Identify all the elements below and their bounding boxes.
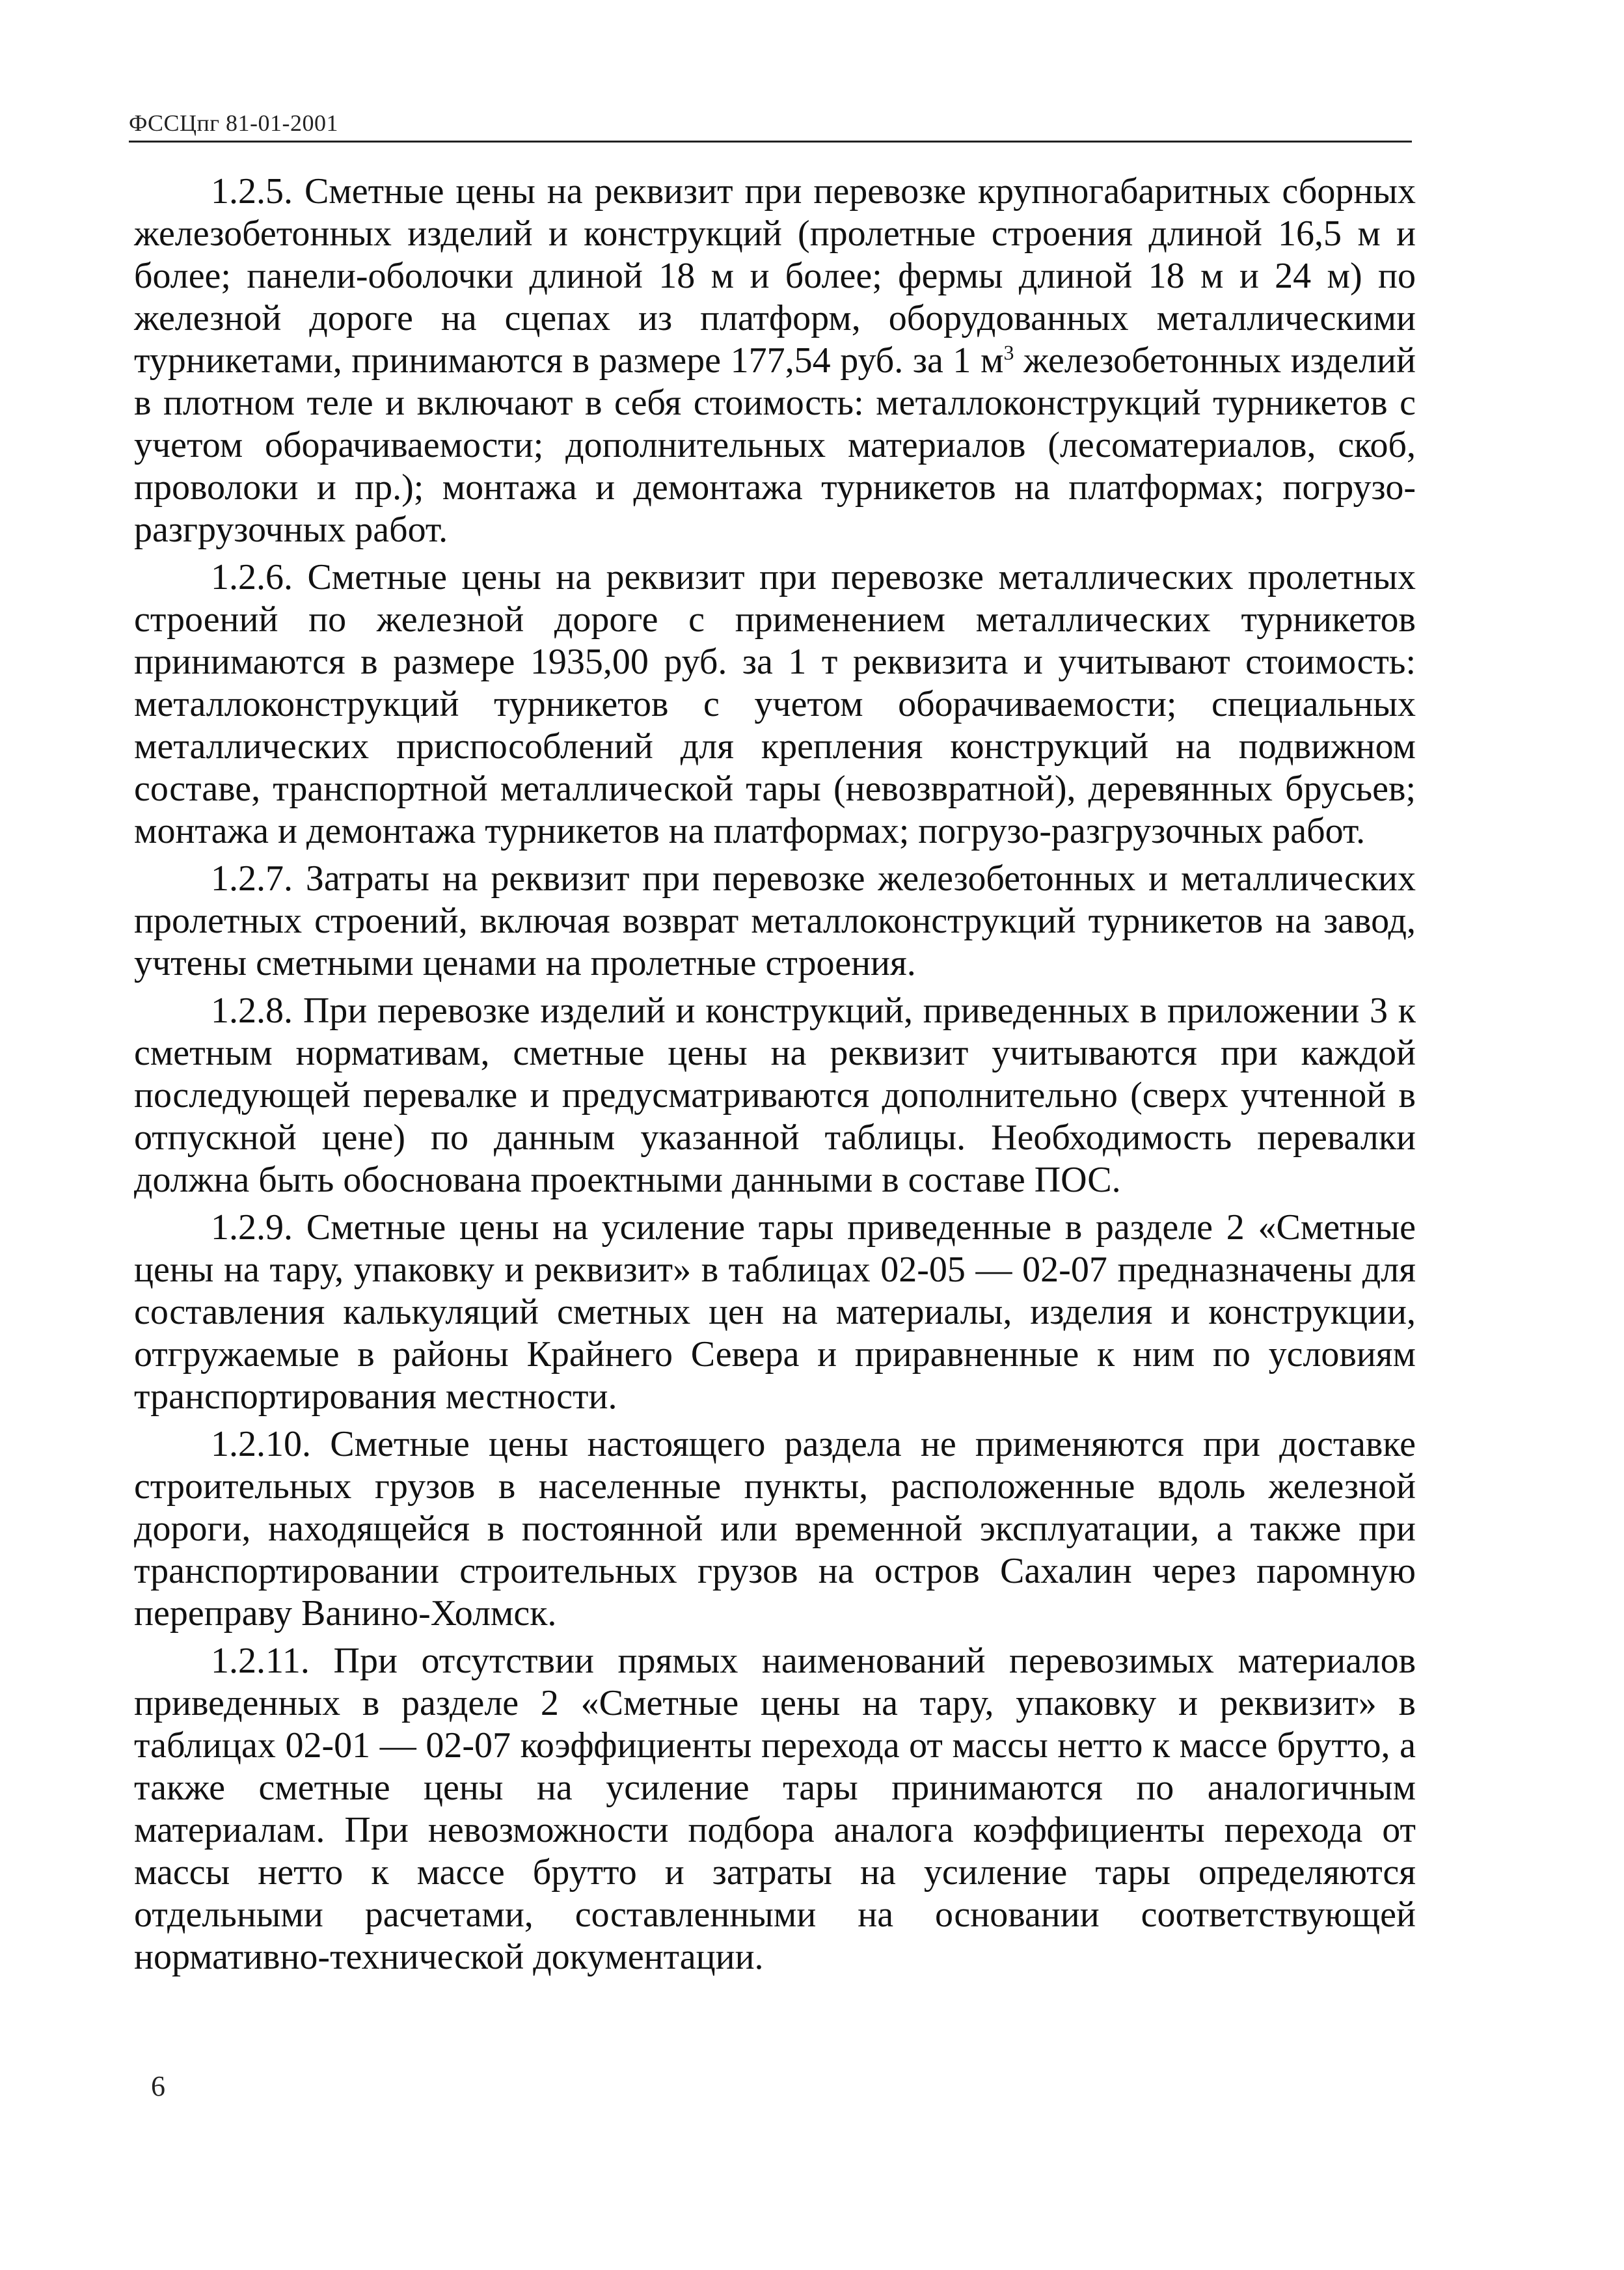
paragraph-1-2-11 <box>134 1640 1416 1978</box>
paragraph-1-2-9 <box>134 1207 1416 1418</box>
paragraph-number: 1.2.6. <box>211 557 293 597</box>
page-number: 6 <box>151 2070 165 2102</box>
paragraph-text: Сметные цены на реквизит при перевозке крупногабаритных сборных железобетонных изделий и конструкций (пролетные строения длиной 16,5 м и более; панели-оболочки длиной 18 м и более; фермы длиной 18 м и 24 м) по железной дороге на сцепах из платформ, оборудованных металлическими турникетами, принимаются в размере 177,54 руб. за 1 м <box>134 171 1416 381</box>
paragraph-number: 1.2.10. <box>211 1424 311 1464</box>
paragraph-text-continued: железобетонных изделий в плотном теле и включают в себя стоимость: металлоконструкций турникетов с учетом оборачиваемости; дополнительных материалов (лесоматериалов, скоб, проволоки и пр.); монтажа и демонтажа турникетов на платформах; погрузо-разгрузочных работ. <box>134 340 1416 550</box>
document-code: ФССЦпг 81-01-2001 <box>129 110 338 136</box>
paragraph-1-2-6 <box>134 556 1416 853</box>
paragraph-number: 1.2.7. <box>211 858 293 899</box>
paragraph-number: 1.2.9. <box>211 1207 293 1248</box>
paragraph-text: При перевозке изделий и конструкций, приведенных в приложении 3 к сметным нормативам, сметные цены на реквизит учитываются при каждой последующей перевалке и предусматриваются дополнительно (сверх учтенной в отпускной цене) по данным указанной таблицы. Необходимость перевалки должна быть обоснована проектными данными в составе ПОС. <box>134 991 1416 1200</box>
paragraph-1-2-7 <box>134 858 1416 985</box>
paragraph-number: 1.2.11. <box>211 1641 310 1681</box>
superscript: 3 <box>1003 340 1014 364</box>
paragraph-text: Сметные цены на усиление тары приведенные в разделе 2 «Сметные цены на тару, упаковку и реквизит» в таблицах 02-05 — 02-07 предназначены для составления калькуляций сметных цен на материалы, изделия и конструкции, отгружаемые в районы Крайнего Севера и приравненные к ним по условиям транспортирования местности. <box>134 1207 1416 1417</box>
paragraph-1-2-8 <box>134 990 1416 1201</box>
paragraph-number: 1.2.8. <box>211 991 293 1031</box>
document-body <box>134 171 1416 1984</box>
paragraph-text: При отсутствии прямых наименований перевозимых материалов приведенных в разделе 2 «Сметные цены на тару, упаковку и реквизит» в таблицах 02-01 — 02-07 коэффициенты перехода от массы нетто к массе брутто, а также сметные цены на усиление тары принимаются по аналогичным материалам. При невозможности подбора аналога коэффициенты перехода от массы нетто к массе брутто и затраты на усиление тары определяются отдельными расчетами, составленными на основании соответствующей нормативно-технической документации. <box>134 1641 1416 1977</box>
paragraph-1-2-5 <box>134 171 1416 551</box>
page-header <box>129 109 1412 143</box>
paragraph-text: Сметные цены на реквизит при перевозке металлических пролетных строений по железной дороге с применением металлических турникетов принимаются в размере 1935,00 руб. за 1 т реквизита и учитывают стоимость: металлоконструкций турникетов с учетом оборачиваемости; специальных металлических приспособлений для крепления конструкций на подвижном составе, транспортной металлической тары (невозвратной), деревянных брусьев; монтажа и демонтажа турникетов на платформах; погрузо-разгрузочных работ. <box>134 557 1416 851</box>
paragraph-1-2-10 <box>134 1423 1416 1635</box>
paragraph-text: Затраты на реквизит при перевозке железобетонных и металлических пролетных строений, включая возврат металлоконструкций турникетов на завод, учтены сметными ценами на пролетные строения. <box>134 858 1416 983</box>
paragraph-text: Сметные цены настоящего раздела не применяются при доставке строительных грузов в населенные пункты, расположенные вдоль железной дороги, находящейся в постоянной или временной эксплуатации, а также при транспортировании строительных грузов на остров Сахалин через паромную переправу Ванино-Холмск. <box>134 1424 1416 1634</box>
paragraph-number: 1.2.5. <box>211 171 293 212</box>
